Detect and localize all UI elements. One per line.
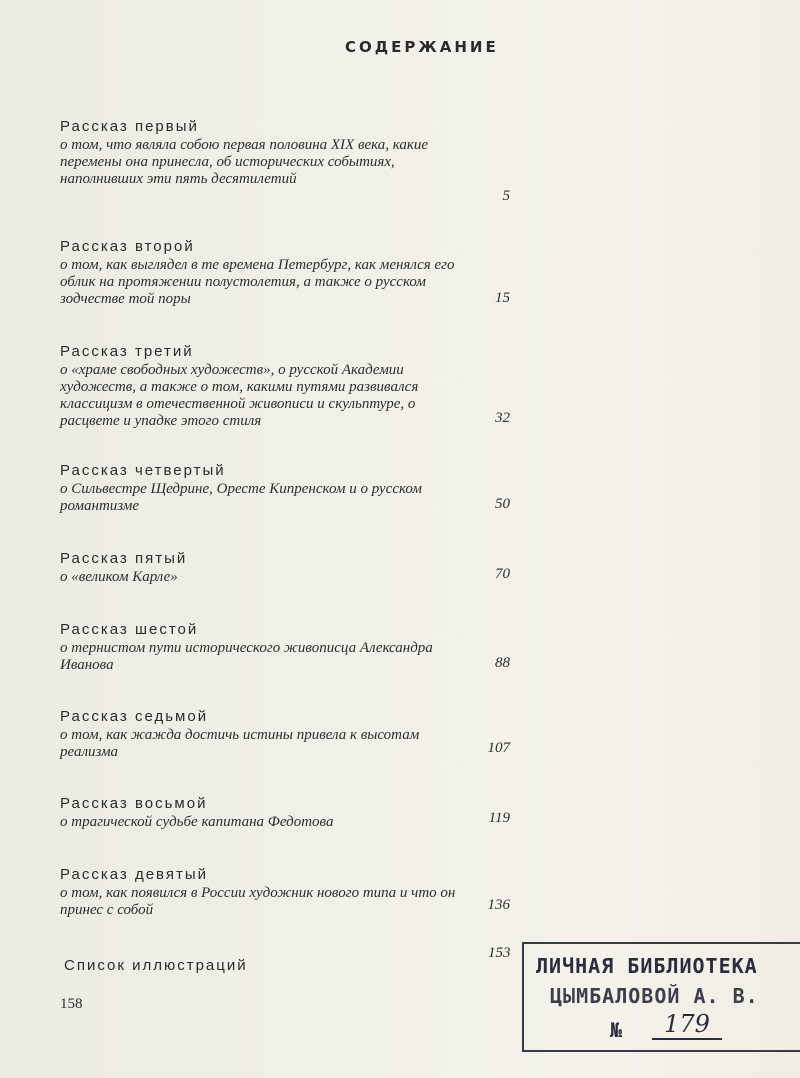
toc-entry-page: 50 bbox=[495, 496, 510, 512]
stamp-library-line: ЛИЧНАЯ БИБЛИОТЕКА bbox=[536, 954, 758, 978]
stamp-owner-line: ЦЫМБАЛОВОЙ А. В. bbox=[550, 984, 759, 1008]
toc-entry bbox=[60, 795, 520, 831]
toc-entry-page: 70 bbox=[495, 566, 510, 582]
page-number: 158 bbox=[60, 996, 83, 1012]
toc-entry-description: о том, как выглядел в те времена Петербург, как менялся его облик на протяжении полустолетия, а также о русском зодчестве той поры bbox=[60, 257, 455, 307]
toc-entry-page: 88 bbox=[495, 655, 510, 671]
toc-entry-description: о трагической судьбе капитана Федотова bbox=[60, 814, 334, 830]
toc-entry-page: 107 bbox=[487, 740, 510, 756]
toc-entry bbox=[60, 550, 520, 586]
toc-entry-page: 15 bbox=[495, 290, 510, 306]
stamp-number-value: 179 bbox=[652, 1010, 722, 1040]
toc-entry-heading: Рассказ восьмой bbox=[60, 795, 208, 812]
toc-entry bbox=[60, 866, 520, 919]
toc-entry bbox=[60, 462, 520, 515]
illustrations-list-page: 153 bbox=[488, 945, 511, 961]
library-stamp bbox=[522, 942, 800, 1052]
stamp-number-label: № bbox=[610, 1018, 623, 1042]
toc-entry-description: о «великом Карле» bbox=[60, 569, 178, 585]
toc-entry-page: 5 bbox=[502, 188, 510, 204]
toc-entry-heading: Рассказ четвертый bbox=[60, 462, 226, 479]
toc-entry bbox=[60, 343, 520, 430]
toc-entry-description: о том, что являла собою первая половина XIX века, какие перемены она принесла, об исторических событиях, наполнивших эти пять десятилетий bbox=[60, 137, 429, 187]
toc-entry-heading: Рассказ пятый bbox=[60, 550, 188, 567]
toc-entry-heading: Рассказ первый bbox=[60, 118, 199, 135]
toc-entry-heading: Рассказ седьмой bbox=[60, 708, 209, 725]
toc-entry-description: о том, как жажда достичь истины привела к высотам реализма bbox=[60, 727, 420, 760]
toc-entry-heading: Рассказ шестой bbox=[60, 621, 199, 638]
toc-entry-page: 136 bbox=[487, 897, 510, 913]
page-title: СОДЕРЖАНИЕ bbox=[345, 38, 499, 56]
toc-entry-page: 119 bbox=[488, 810, 510, 826]
toc-entry-description: о «храме свободных художеств», о русской Академии художеств, а также о том, какими путями развивался классицизм в отечественной живописи и скульптуре, о расцвете и упадке этого стиля bbox=[60, 362, 419, 429]
toc-entry bbox=[60, 621, 520, 674]
toc-entry bbox=[60, 708, 520, 761]
toc-entry-heading: Рассказ третий bbox=[60, 343, 194, 360]
toc-entry-description: о тернистом пути исторического живописца Александра Иванова bbox=[60, 640, 433, 673]
toc-entry-page: 32 bbox=[495, 410, 510, 426]
toc-entry bbox=[60, 238, 520, 308]
toc-entry-heading: Рассказ девятый bbox=[60, 866, 209, 883]
toc-entry-heading: Рассказ второй bbox=[60, 238, 195, 255]
toc-entry-description: о том, как появился в России художник нового типа и что он принес с собой bbox=[60, 885, 456, 918]
toc-entry-description: о Сильвестре Щедрине, Оресте Кипренском и о русском романтизме bbox=[60, 481, 422, 514]
toc-entry bbox=[60, 118, 520, 204]
illustrations-list-label: Список иллюстраций bbox=[64, 957, 248, 974]
